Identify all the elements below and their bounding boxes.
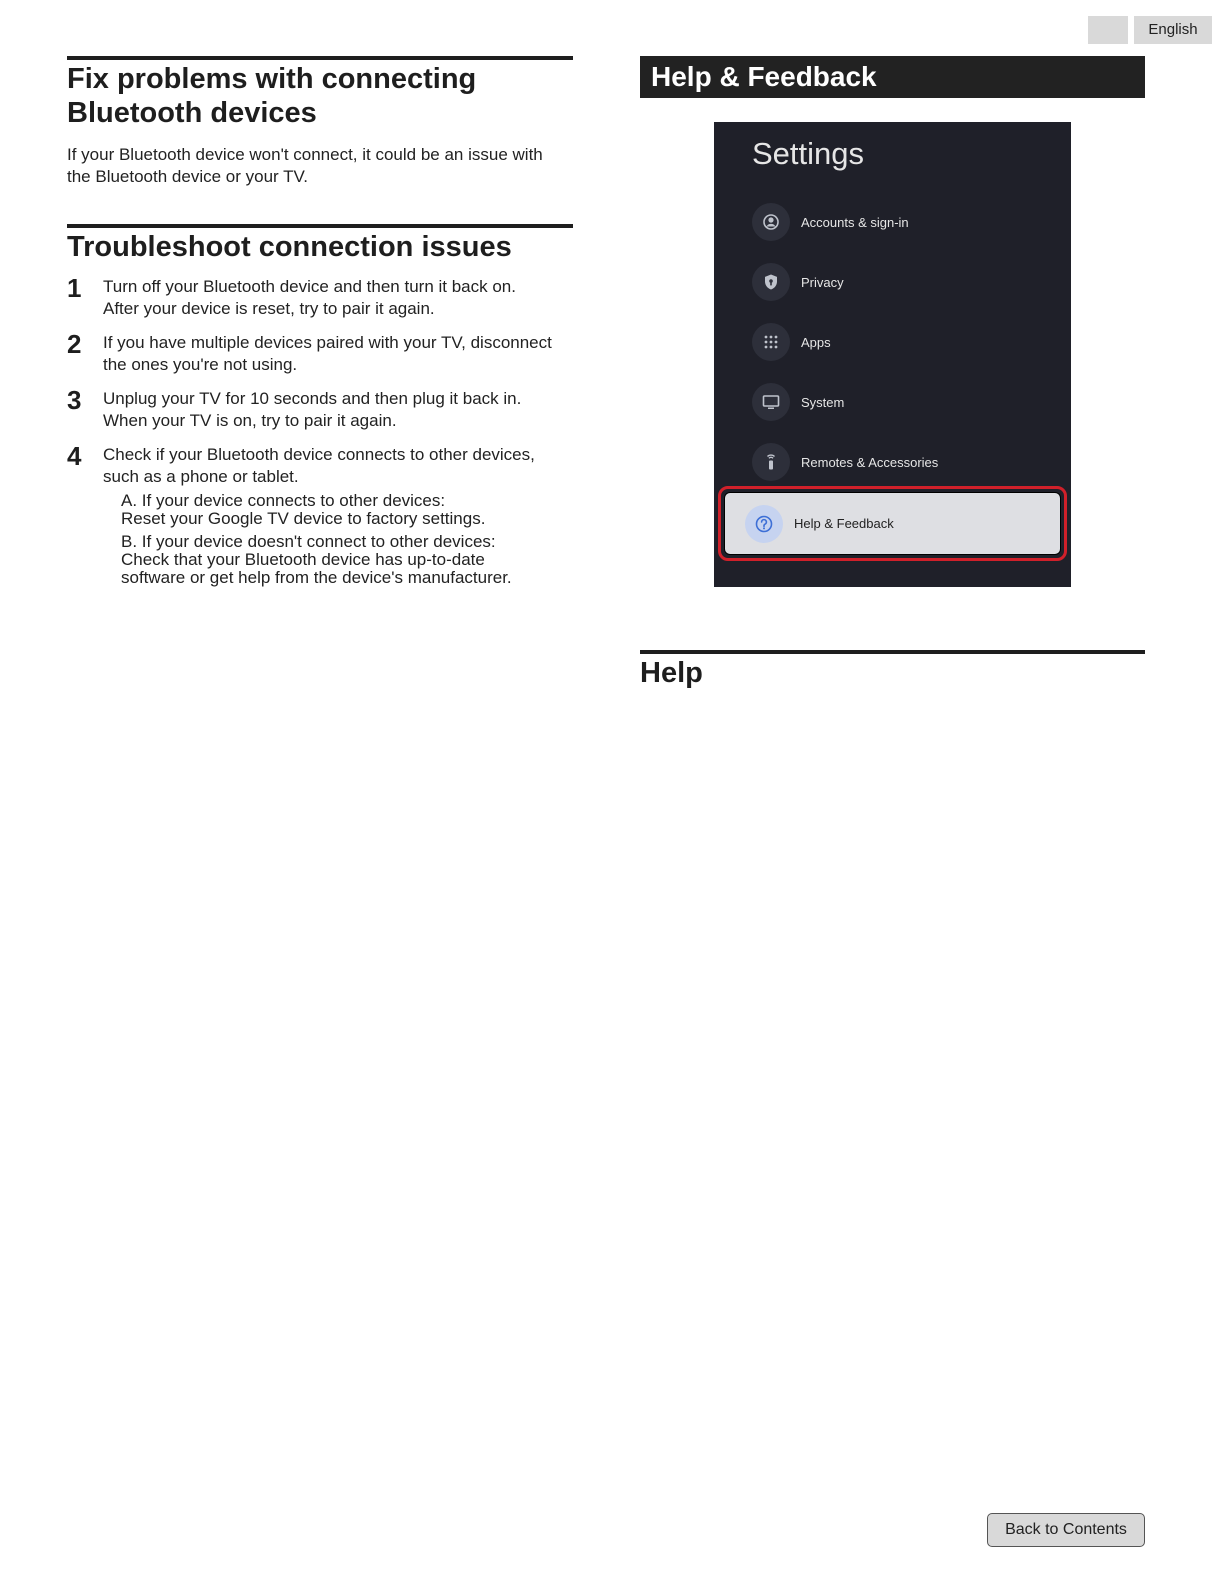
step-item [67, 442, 573, 592]
tv-menu-item-privacy[interactable] [752, 262, 844, 302]
step-line: the ones you're not using. [103, 355, 298, 374]
step-line: Turn off your Bluetooth device and then turn it back on. [103, 277, 516, 296]
section-title-fix-problems [67, 56, 573, 130]
tv-menu-item-apps[interactable] [752, 322, 831, 362]
tv-menu-item-help-feedback-selected[interactable] [718, 486, 1067, 561]
language-tab[interactable]: English [1134, 16, 1212, 44]
step-number: 1 [67, 273, 82, 303]
tv-menu-label: Help & Feedback [794, 516, 894, 531]
tv-menu-item-accounts[interactable] [752, 202, 909, 242]
tv-menu-item-remotes[interactable] [752, 442, 938, 482]
back-to-contents-button[interactable]: Back to Contents [987, 1513, 1145, 1547]
step-number: 2 [67, 329, 82, 359]
sub-line: software or get help from the device's manufacturer. [121, 568, 512, 587]
step-line: When your TV is on, try to pair it again. [103, 411, 397, 430]
help-icon [745, 505, 783, 543]
sub-line: B. If your device doesn't connect to other devices: [121, 532, 496, 551]
step-line: After your device is reset, try to pair it again. [103, 299, 435, 318]
monitor-icon [752, 383, 790, 421]
tv-menu-label: Apps [801, 334, 831, 350]
step-line: If you have multiple devices paired with your TV, disconnect [103, 333, 552, 352]
step-number: 3 [67, 385, 82, 415]
tv-menu-label: Remotes & Accessories [801, 454, 939, 470]
right-column [640, 56, 1145, 587]
left-column [67, 56, 573, 602]
shield-icon [752, 263, 790, 301]
intro-line-2: the Bluetooth device or your TV. [67, 167, 308, 186]
step-line: Check if your Bluetooth device connects to other devices, [103, 445, 535, 464]
intro-paragraph [67, 144, 573, 188]
sub-line: Check that your Bluetooth device has up-to-date [121, 550, 485, 569]
step-4-sub-items [121, 492, 535, 587]
step-text [103, 442, 535, 592]
step-line: such as a phone or tablet. [103, 467, 299, 486]
selected-item-body [724, 492, 1061, 555]
tv-menu-label: System [801, 394, 845, 410]
remote-icon [752, 443, 790, 481]
troubleshoot-section [67, 224, 573, 592]
language-tabs [1088, 16, 1212, 44]
sub-line: A. If your device connects to other devices: [121, 491, 446, 510]
tv-menu-item-system[interactable] [752, 382, 844, 422]
step-item [67, 274, 573, 320]
step-text [103, 330, 552, 376]
sub-line: Reset your Google TV device to factory settings. [121, 509, 486, 528]
step-item [67, 330, 573, 376]
section-title-troubleshoot: Troubleshoot connection issues [67, 224, 573, 264]
help-feedback-banner: Help & Feedback [640, 56, 1145, 98]
tv-menu-label: Privacy [801, 274, 844, 290]
step-text [103, 386, 521, 432]
step-number: 4 [67, 441, 82, 471]
step-text [103, 274, 516, 320]
tv-settings-title: Settings [752, 136, 865, 171]
tv-menu-label: Accounts & sign-in [801, 214, 909, 230]
apps-grid-icon [752, 323, 790, 361]
sub-item-a [121, 492, 535, 528]
blank-tab[interactable] [1088, 16, 1128, 44]
step-item [67, 386, 573, 432]
intro-line-1: If your Bluetooth device won't connect, it could be an issue with [67, 145, 543, 164]
title-line-1: Fix problems with connecting [67, 63, 477, 95]
sub-item-b [121, 533, 535, 587]
step-line: Unplug your TV for 10 seconds and then plug it back in. [103, 389, 522, 408]
title-line-2: Bluetooth devices [67, 97, 317, 129]
tv-settings-screenshot [714, 122, 1071, 587]
steps-list [67, 274, 573, 592]
account-icon [752, 203, 790, 241]
help-section-title: Help [640, 650, 1145, 690]
